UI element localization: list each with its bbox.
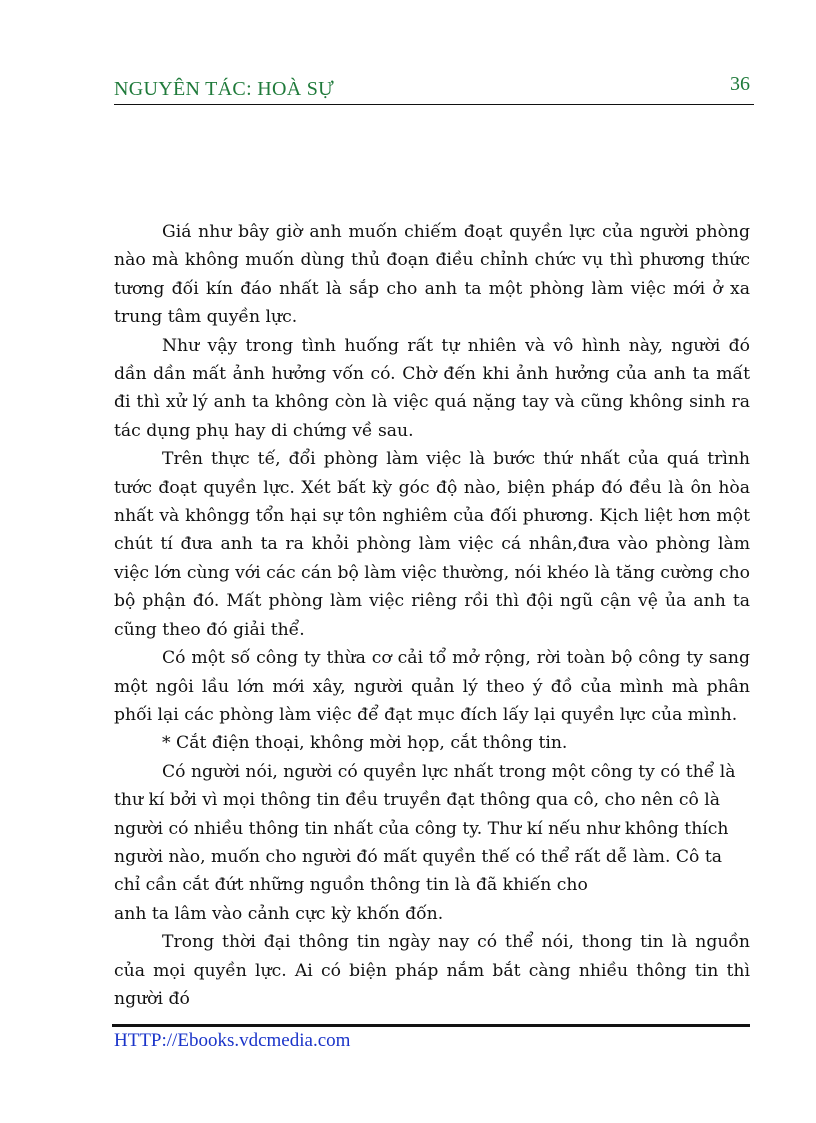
paragraph: Có một số công ty thừa cơ cải tổ mở rộng, rời toàn bộ công ty sang một ngôi lầu lớn mới xây, người quản lý theo ý đồ của mình mà phân phối lại các phòng làm việc để đạt mục đích lấy lại quyền lực của mình. — [114, 648, 750, 725]
footer-url-link[interactable]: HTTP://Ebooks.vdcmedia.com — [114, 1030, 351, 1051]
page-number: 36 — [730, 73, 750, 95]
paragraph: Trên thực tế, đổi phòng làm việc là bước thứ nhất của quá trình tước đoạt quyền lực. Xét bất kỳ góc độ nào, biện pháp đó đều là ôn hòa nhất và khôngg tổn hại sự tôn nghiêm của đối phương. Kịch liệt hơn một chút tí đưa anh ta ra khỏi phòng làm việc cá nhân,đưa vào phòng làm việc lớn cùng với các cán bộ làm việc thường, nói khéo là tăng cường cho bộ phận đó. Mất phòng làm việc riêng rồi thì đội ngũ cận vệ ủa anh ta cũng theo đó giải thể. — [114, 449, 751, 640]
paragraph: Trong thời đại thông tin ngày nay có thể nói, thong tin là nguồn của mọi quyền lực. Ai có biện pháp nắm bắt càng nhiều thông tin thì người đó — [114, 932, 750, 1009]
paragraph: Như vậy trong tình huống rất tự nhiên và vô hình này, người đó dần dần mất ảnh hưởng vốn có. Chờ đến khi ảnh hưởng của anh ta mất đi thì xử lý anh ta không còn là việc quá nặng tay và cũng không sinh ra tác dụng phụ hay di chứng về sau. — [114, 335, 750, 441]
paragraph: Giá như bây giờ anh muốn chiếm đoạt quyền lực của người phòng nào mà không muốn dùng thủ đoạn điều chỉnh chức vụ thì phương thức tương đối kín đáo nhất là sắp cho anh ta một phòng làm việc mới ở xa trung tâm quyền lực. — [114, 222, 750, 328]
paragraph-continuation: anh ta lâm vào cảnh cực kỳ khốn đốn. — [114, 903, 444, 924]
body-text — [114, 218, 750, 1013]
footer-divider — [112, 1024, 750, 1027]
header-title: NGUYÊN TÁC: HOÀ SỰ — [114, 78, 334, 100]
page-header — [114, 72, 754, 105]
paragraph-bullet: * Cắt điện thoại, không mời họp, cắt thông tin. — [162, 733, 568, 754]
paragraph: Có người nói, người có quyền lực nhất trong một công ty có thể là thư kí bởi vì mọi thông tin đều truyền đạt thông qua cô, cho nên cô là người có nhiều thông tin nhất của công ty. Thư kí nếu như không thích người nào, muốn cho người đó mất quyền thế có thể rất dễ làm. Cô ta chỉ cần cắt đứt những nguồn thông tin là đã khiến cho — [114, 761, 736, 896]
